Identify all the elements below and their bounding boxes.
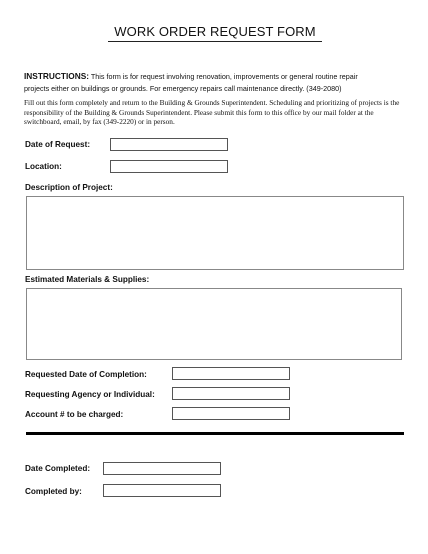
- instructions-label: INSTRUCTIONS:: [24, 71, 89, 81]
- requested-completion-label: Requested Date of Completion:: [25, 370, 147, 379]
- section-divider: [26, 432, 404, 435]
- location-field[interactable]: [110, 160, 228, 173]
- instructions-block: [24, 70, 409, 95]
- date-of-request-field[interactable]: [110, 138, 228, 151]
- form-title: WORK ORDER REQUEST FORM: [108, 24, 322, 42]
- location-label: Location:: [25, 162, 62, 171]
- materials-label: Estimated Materials & Supplies:: [25, 275, 150, 284]
- instructions-paragraph: Fill out this form completely and return to the Building & Grounds Superintendent. Scheduling and prioritizing of projects is the responsibility of the Building & Grounds Superintendent. Please submit this form to this office by our mail folder at the switchboard, email, by fax (349-2220) or in person.: [24, 98, 400, 127]
- date-completed-field[interactable]: [103, 462, 221, 475]
- requesting-agency-label: Requesting Agency or Individual:: [25, 390, 155, 399]
- account-label: Account # to be charged:: [25, 410, 124, 419]
- requested-completion-field[interactable]: [172, 367, 290, 380]
- description-textarea[interactable]: [26, 196, 404, 270]
- date-of-request-label: Date of Request:: [25, 140, 91, 149]
- account-field[interactable]: [172, 407, 290, 420]
- materials-textarea[interactable]: [26, 288, 402, 360]
- description-label: Description of Project:: [25, 183, 113, 192]
- requesting-agency-field[interactable]: [172, 387, 290, 400]
- completed-by-field[interactable]: [103, 484, 221, 497]
- instructions-line-1: This form is for request involving renovation, improvements or general routine repair: [90, 72, 358, 81]
- completed-by-label: Completed by:: [25, 487, 82, 496]
- date-completed-label: Date Completed:: [25, 464, 91, 473]
- instructions-line-2: projects either on buildings or grounds. For emergency repairs call maintenance directly. (349-2080): [24, 84, 342, 93]
